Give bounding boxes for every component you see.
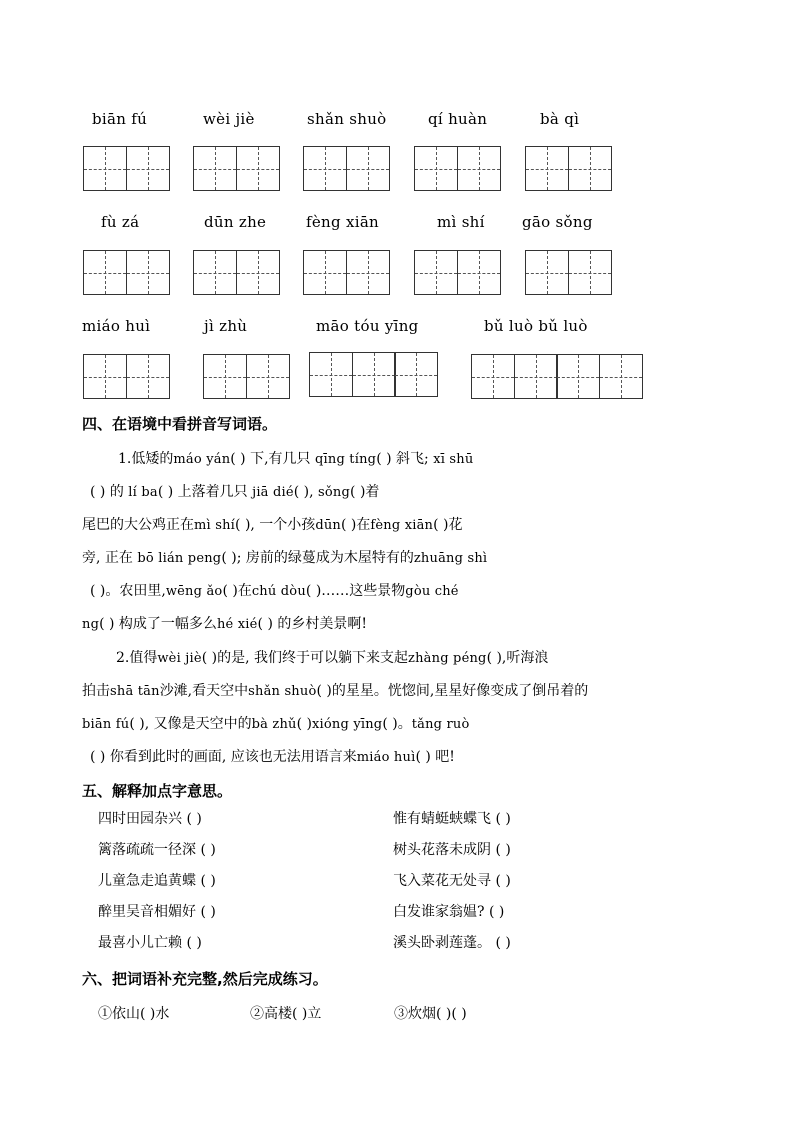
pinyin-label: gāo sǒng [522,213,593,231]
passage-line: ( ) 的 lí ba( ) 上落着几只 jiā dié( ), sǒng( )着 [90,484,380,500]
fill-idiom-item: ①依山( )水 [98,1006,170,1022]
writing-grid[interactable] [83,354,168,399]
passage-line: 拍击shā tān沙滩,看天空中shǎn shuò( )的星星。恍惚间,星星好像变成了倒吊着的 [82,683,589,699]
pinyin-label: fèng xiān [306,213,380,231]
passage-line: biān fú( ), 又像是天空中的bà zhǔ( )xióng yīng( )。tǎng ruò [82,716,470,732]
poem-line-right: 飞入菜花无处寻 ( ) [393,873,511,889]
writing-grid[interactable] [309,352,437,397]
poem-line-left: 儿童急走追黄蝶 ( ) [98,873,216,889]
writing-grid[interactable] [193,250,278,295]
section-4-title: 四、在语境中看拼音写词语。 [82,415,278,433]
pinyin-label: māo tóu yīng [316,317,419,335]
poem-line-right: 白发谁家翁媪? ( ) [393,904,505,920]
pinyin-label: dūn zhe [204,213,267,231]
passage-line: 1.低矮的máo yán( ) 下,有几只 qīng tíng( ) 斜飞; xī shū [118,451,474,467]
pinyin-label: bǔ luò bǔ luò [484,317,588,335]
passage-line: 旁, 正在 bō lián peng( ); 房前的绿蔓成为木屋特有的zhuāng shì [82,550,488,566]
pinyin-label: mì shí [437,213,485,231]
pinyin-label: qí huàn [428,110,488,128]
poem-line-left: 四时田园杂兴 ( ) [98,811,202,827]
pinyin-label: shǎn shuò [307,110,387,128]
pinyin-label: jì zhù [204,317,248,335]
poem-line-left: 醉里吴音相媚好 ( ) [98,904,216,920]
writing-grid[interactable] [414,146,499,191]
passage-line: ng( ) 构成了一幅多么hé xié( ) 的乡村美景啊! [82,616,367,632]
pinyin-label: wèi jiè [203,110,255,128]
passage-line: 尾巴的大公鸡正在mì shí( ), 一个小孩dūn( )在fèng xiān( )花 [82,517,463,533]
writing-grid[interactable] [471,354,642,399]
pinyin-label: fù zá [101,213,140,231]
pinyin-label: miáo huì [82,317,151,335]
pinyin-label: biān fú [92,110,148,128]
writing-grid[interactable] [203,354,288,399]
poem-line-left: 最喜小儿亡赖 ( ) [98,935,202,951]
fill-idiom-item: ③炊烟( )( ) [394,1006,467,1022]
writing-grid[interactable] [83,146,168,191]
writing-grid[interactable] [525,250,610,295]
writing-grid[interactable] [414,250,499,295]
passage-line: 2.值得wèi jiè( )的是, 我们终于可以躺下来支起zhàng péng( ),听海浪 [116,650,549,666]
section-5-title: 五、解释加点字意思。 [82,782,233,800]
writing-grid[interactable] [303,146,388,191]
pinyin-label: bà qì [540,110,580,128]
writing-grid[interactable] [83,250,168,295]
passage-line: ( ) 你看到此时的画面, 应该也无法用语言来miáo huì( ) 吧! [90,749,455,765]
section-6-title: 六、把词语补充完整,然后完成练习。 [82,970,328,988]
poem-line-right: 溪头卧剥莲蓬。 ( ) [393,935,511,951]
poem-line-right: 树头花落未成阴 ( ) [393,842,511,858]
poem-line-right: 惟有蜻蜓蛱蝶飞 ( ) [393,811,511,827]
writing-grid[interactable] [303,250,388,295]
passage-line: ( )。农田里,wēng ǎo( )在chú dòu( )……这些景物gòu ché [90,583,459,599]
writing-grid[interactable] [193,146,278,191]
writing-grid[interactable] [525,146,610,191]
poem-line-left: 篱落疏疏一径深 ( ) [98,842,216,858]
fill-idiom-item: ②高楼( )立 [250,1006,322,1022]
